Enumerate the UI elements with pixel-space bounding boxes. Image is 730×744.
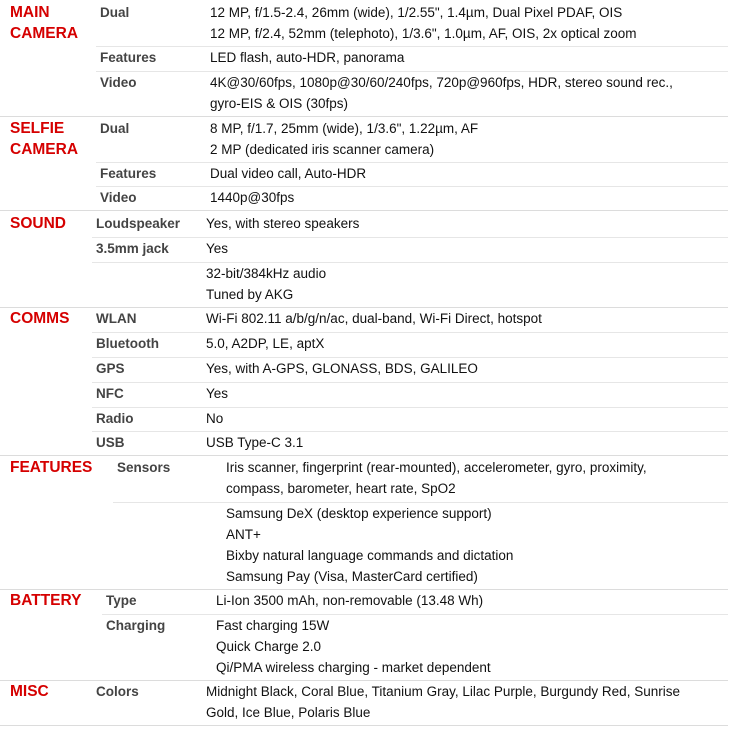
category-title-misc xyxy=(10,681,49,702)
category-title-line: CAMERA xyxy=(10,25,79,42)
section-divider xyxy=(0,455,728,456)
spec-value-line: Samsung DeX (desktop experience support) xyxy=(226,506,492,521)
row-divider xyxy=(92,407,728,408)
category-title-line: CAMERA xyxy=(10,141,79,158)
spec-value-line: compass, barometer, heart rate, SpO2 xyxy=(226,481,456,496)
row-divider xyxy=(92,237,728,238)
category-title-comms xyxy=(10,308,69,329)
spec-value-line: 12 MP, f/2.4, 52mm (telephoto), 1/3.6", 1.0µm, AF, OIS, 2x optical zoom xyxy=(210,26,637,41)
spec-value-line: LED flash, auto-HDR, panorama xyxy=(210,50,405,65)
category-title-line: COMMS xyxy=(10,310,70,327)
spec-value-line: Yes, with stereo speakers xyxy=(206,216,360,231)
spec-value-line: 4K@30/60fps, 1080p@30/60/240fps, 720p@960fps, HDR, stereo sound rec., xyxy=(210,75,673,90)
row-divider xyxy=(96,46,728,47)
spec-value-line: Fast charging 15W xyxy=(216,618,330,633)
row-divider xyxy=(96,162,728,163)
row-divider xyxy=(92,262,728,263)
spec-value-line: 32-bit/384kHz audio xyxy=(206,266,327,281)
spec-value-line: 8 MP, f/1.7, 25mm (wide), 1/3.6", 1.22µm, AF xyxy=(210,121,479,136)
category-title-sound xyxy=(10,213,66,234)
spec-value-line: 2 MP (dedicated iris scanner camera) xyxy=(210,142,435,157)
spec-value-line: 5.0, A2DP, LE, aptX xyxy=(206,336,325,351)
row-divider xyxy=(92,382,728,383)
spec-value-line: Li-Ion 3500 mAh, non-removable (13.48 Wh) xyxy=(216,593,484,608)
category-title-line: BATTERY xyxy=(10,592,82,609)
category-title-selfie-camera xyxy=(10,118,78,160)
spec-value-line: gyro-EIS & OIS (30fps) xyxy=(210,96,349,111)
spec-label-video: Video xyxy=(100,190,137,205)
spec-label-nfc: NFC xyxy=(96,386,124,401)
spec-label-features: Features xyxy=(100,50,157,65)
spec-label-3-5mm-jack: 3.5mm jack xyxy=(96,241,169,256)
spec-label-loudspeaker: Loudspeaker xyxy=(96,216,181,231)
spec-label-radio: Radio xyxy=(96,411,134,426)
spec-label-dual: Dual xyxy=(100,5,130,20)
spec-value-line: Qi/PMA wireless charging - market dependent xyxy=(216,660,491,675)
spec-value-line: Yes xyxy=(206,386,229,401)
category-title-line: MAIN xyxy=(10,4,50,21)
category-title-line: SOUND xyxy=(10,215,66,232)
spec-value-line: Bixby natural language commands and dictation xyxy=(226,548,514,563)
section-divider xyxy=(0,116,728,117)
spec-label-features: Features xyxy=(100,166,157,181)
spec-label-dual: Dual xyxy=(100,121,130,136)
spec-label-gps: GPS xyxy=(96,361,125,376)
spec-value-line: Midnight Black, Coral Blue, Titanium Gray, Lilac Purple, Burgundy Red, Sunrise xyxy=(206,684,680,699)
spec-value-line: Yes xyxy=(206,241,229,256)
spec-value-line: No xyxy=(206,411,224,426)
spec-value-line: Yes, with A-GPS, GLONASS, BDS, GALILEO xyxy=(206,361,478,376)
spec-value-line: ANT+ xyxy=(226,527,261,542)
spec-value-line: Dual video call, Auto-HDR xyxy=(210,166,367,181)
category-title-line: SELFIE xyxy=(10,120,65,137)
section-divider xyxy=(0,210,728,211)
spec-label-sensors: Sensors xyxy=(117,460,171,475)
category-title-battery xyxy=(10,590,81,611)
spec-value-line: Wi-Fi 802.11 a/b/g/n/ac, dual-band, Wi-Fi Direct, hotspot xyxy=(206,311,542,326)
category-title-line: FEATURES xyxy=(10,459,93,476)
spec-value-line: USB Type-C 3.1 xyxy=(206,435,304,450)
spec-label-colors: Colors xyxy=(96,684,139,699)
spec-value-line: Tuned by AKG xyxy=(206,287,294,302)
category-title-main-camera xyxy=(10,2,78,44)
row-divider xyxy=(102,614,728,615)
row-divider xyxy=(92,332,728,333)
spec-value-line: Gold, Ice Blue, Polaris Blue xyxy=(206,705,371,720)
category-title-line: MISC xyxy=(10,683,49,700)
section-divider xyxy=(0,725,728,726)
row-divider xyxy=(96,186,728,187)
spec-label-type: Type xyxy=(106,593,137,608)
spec-value-line: 1440p@30fps xyxy=(210,190,295,205)
spec-value-line: 12 MP, f/1.5-2.4, 26mm (wide), 1/2.55", 1.4µm, Dual Pixel PDAF, OIS xyxy=(210,5,623,20)
spec-value-line: Quick Charge 2.0 xyxy=(216,639,322,654)
spec-label-usb: USB xyxy=(96,435,125,450)
spec-label-wlan: WLAN xyxy=(96,311,137,326)
spec-value-line: Iris scanner, fingerprint (rear-mounted), accelerometer, gyro, proximity, xyxy=(226,460,647,475)
spec-label-bluetooth: Bluetooth xyxy=(96,336,159,351)
spec-label-video: Video xyxy=(100,75,137,90)
category-title-features xyxy=(10,457,92,478)
row-divider xyxy=(92,431,728,432)
spec-value-line: Samsung Pay (Visa, MasterCard certified) xyxy=(226,569,478,584)
spec-label-charging: Charging xyxy=(106,618,166,633)
